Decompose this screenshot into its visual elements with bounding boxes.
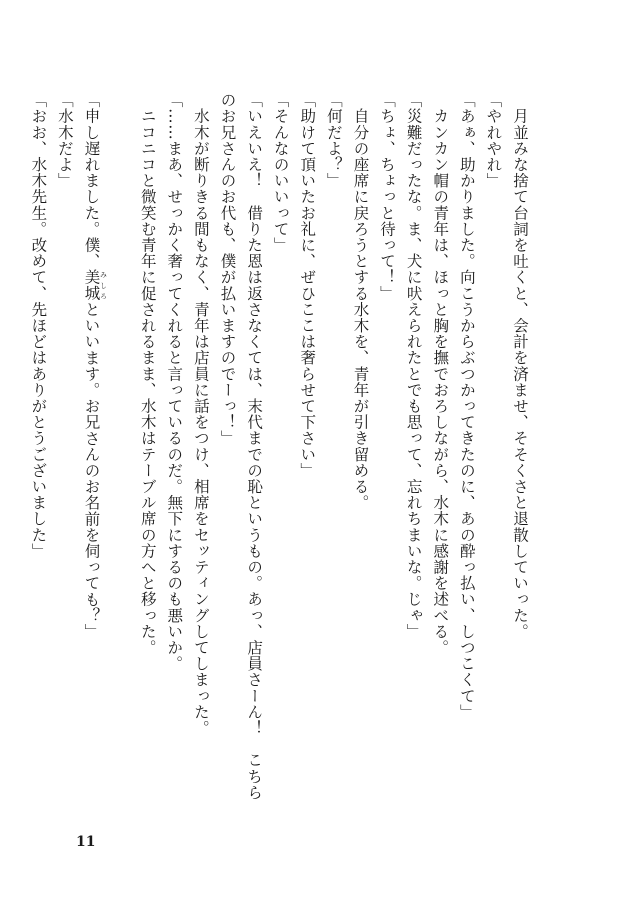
- text-line-17: 「申し遅れました。僕、美城 みしろといいます。お兄さんのお名前を伺っても？」: [82, 92, 108, 640]
- text-line-8: 「何だよ？」: [324, 92, 343, 189]
- text-line-14: 「……まあ、せっかく奢ってくれると言っているのだ。無下にするのも悪いか。: [165, 92, 184, 672]
- text-line-10: 「そんなのいいって」: [271, 92, 290, 253]
- text-line-1: 月並みな捨て台詞を吐くと、会計を済ませ、そそくさと退散していった。: [511, 92, 529, 640]
- blank-line: [108, 92, 135, 692]
- text-line-9: 「助けて頂いたお礼に、ぜひここは奢らせて下さい」: [298, 92, 317, 479]
- text-line-7: 自分の座席に戻ろうとする水木を、青年が引き留める。: [351, 92, 370, 511]
- text-line-4: カンカン帽の青年は、ほっと胸を撫でおろしながら、水木に感謝を述べる。: [431, 92, 450, 656]
- text-line-19: 「おお、水木先生。改めて、先ほどはありがとうございました」: [29, 92, 48, 559]
- text-line-11: 「いえいえ！ 借りた恩は返さなくては、末代までの恥というもの。あっ、店員さーん！ こちら: [245, 92, 264, 801]
- body-text: [25, 92, 533, 801]
- text-line-13: 水木が断りきる間もなく、青年は店員に話をつけ、相席をセッティングしてしまった。: [191, 92, 210, 736]
- text-line-18: 「水木だよ」: [55, 92, 74, 189]
- text-line-15: ニコニコと微笑む青年に促されるまま、水木はテーブル席の方へと移った。: [138, 92, 157, 656]
- text-line-6: 「ちょ、ちょっと待って！」: [378, 92, 397, 302]
- text-line-3: 「あぁ、助かりました。向こうからぶつかってきたのに、あの酔っ払い、しつこくて」: [457, 92, 476, 720]
- text-line-12: のお兄さんのお代も、僕が払いますのでーっ！」: [218, 92, 237, 447]
- page-number: 11: [76, 834, 96, 850]
- ruby-annotation: 美城 みしろ: [82, 269, 108, 302]
- text-line-5: 「災難だったな。ま、犬に吠えられたとでも思って、忘れちまいな。じゃ」: [404, 92, 423, 640]
- ruby-reading: みしろ: [99, 269, 108, 302]
- text-line-2: 「やれやれ」: [484, 92, 503, 189]
